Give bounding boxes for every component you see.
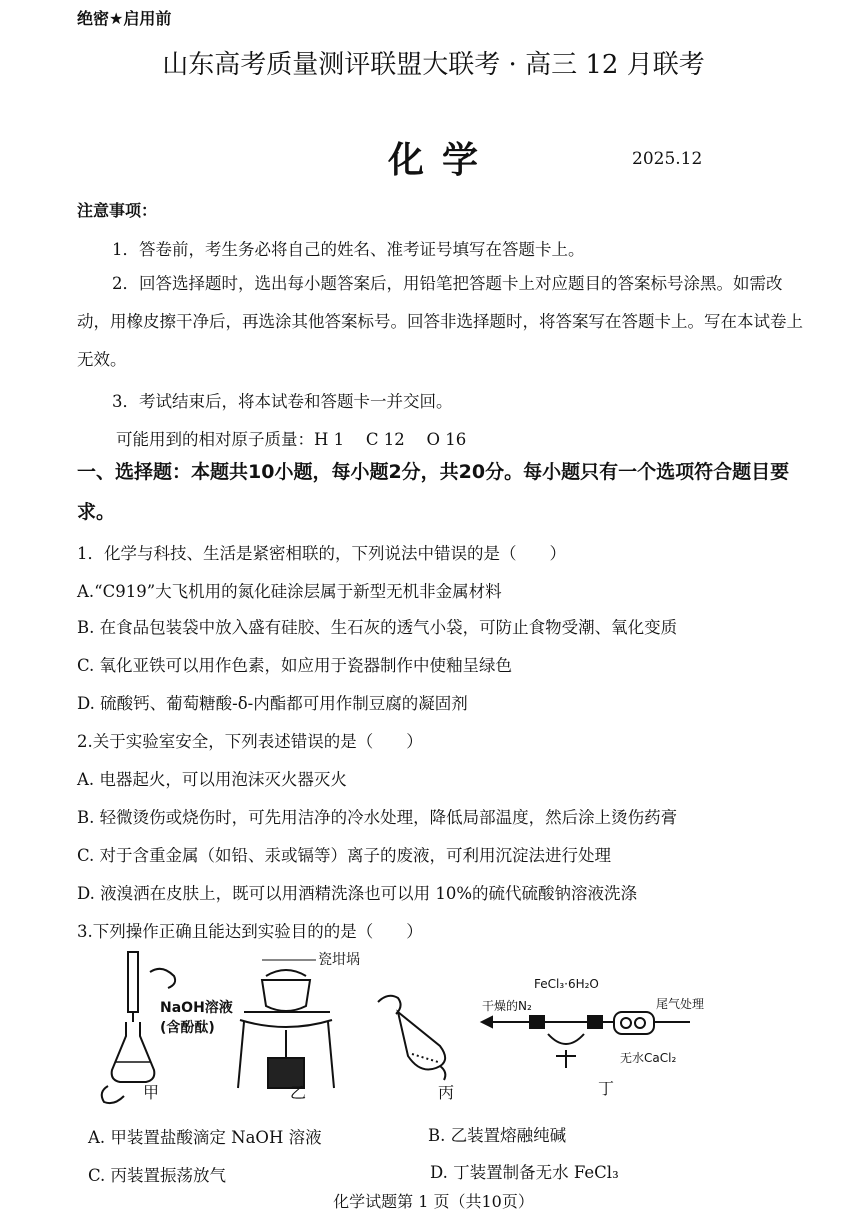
atomic-mass-line: 可能用到的相对原子质量：H 1 C 12 O 16 (116, 430, 467, 449)
question-option: D. 硫酸钙、葡萄糖酸-δ-内酯都可用作制豆腐的凝固剂 (77, 694, 468, 713)
question-option: A. 甲装置盐酸滴定 NaOH 溶液 (88, 1128, 322, 1147)
notes-heading: 注意事项： (77, 201, 158, 220)
crucible (262, 980, 310, 1011)
question-option: B. 乙装置熔融纯碱 (428, 1126, 567, 1145)
apparatus-figure (0, 950, 867, 1110)
question-option: C. 氧化亚铁可以用作色素，如应用于瓷器制作中使釉呈绿色 (77, 656, 513, 675)
question-option: C. 丙装置振荡放气 (88, 1166, 227, 1185)
heating-boat (548, 1034, 584, 1044)
question-option: B. 轻微烫伤或烧伤时，可先用洁净的冷水处理，降低局部温度，然后涂上烫伤药膏 (77, 808, 678, 827)
ding-label-n2: 干燥的N₂ (482, 999, 532, 1013)
ding-label-cacl2: 无水CaCl₂ (620, 1051, 677, 1065)
figure-label-yi: 乙 (290, 1083, 307, 1102)
figure-label-bing: 丙 (438, 1083, 455, 1102)
question-option: C. 对于含重金属（如铅、汞或镉等）离子的废液，可利用沉淀法进行处理 (77, 846, 612, 865)
conical-flask (112, 1022, 155, 1082)
subject-title: 化学 (388, 139, 497, 181)
note-item: 1．答卷前，考生务必将自己的姓名、准考证号填写在答题卡上。 (112, 240, 585, 259)
question-option: B. 在食品包装袋中放入盛有硅胶、生石灰的透气小袋，可防止食物受潮、氧化变质 (77, 618, 678, 637)
ding-label-fecl3: FeCl₃·6H₂O (534, 977, 599, 991)
question-stem: 1．化学与科技、生活是紧密相联的，下列说法中错误的是（ ） (77, 544, 566, 563)
separatory-funnel (398, 1012, 445, 1070)
bing-apparatus (378, 996, 445, 1080)
question-stem: 2.关于实验室安全，下列表述错误的是（ ） (77, 732, 423, 751)
exam-date: 2025.12 (632, 149, 703, 169)
confidential-mark: 绝密★启用前 (77, 9, 172, 28)
burette (128, 952, 138, 1012)
yi-label-crucible: 瓷坩埚 (318, 952, 360, 968)
note-item: 2．回答选择题时，选出每小题答案后，用铅笔把答题卡上对应题目的答案标号涂黑。如需改动，用橡皮擦干净后，再选涂其他答案标号。回答非选择题时，将答案写在答题卡上。写在本试卷上无效。 (77, 274, 803, 369)
jia-label-phenol: (含酚酞) (160, 1020, 215, 1036)
ding-label-tail: 尾气处理 (656, 997, 705, 1011)
yi-apparatus (238, 960, 334, 1088)
exam-title: 山东高考质量测评联盟大联考 · 高三 12 月联考 (162, 50, 705, 80)
figure-label-ding: 丁 (598, 1079, 615, 1098)
question-option: D. 丁装置制备无水 FeCl₃ (430, 1163, 619, 1182)
page-footer: 化学试题第 1 页（共10页） (333, 1192, 534, 1211)
figure-label-jia: 甲 (143, 1083, 160, 1102)
question-option: A.“C919”大飞机用的氮化硅涂层属于新型无机非金属材料 (77, 582, 502, 601)
question-option: A. 电器起火，可以用泡沫灭火器灭火 (77, 770, 347, 789)
question-stem: 3.下列操作正确且能达到实验目的的是（ ） (77, 922, 423, 941)
question-option: D. 液溴洒在皮肤上，既可以用酒精洗涤也可以用 10%的硫代硫酸钠溶液洗涤 (77, 884, 638, 903)
jia-label-naoh: NaOH溶液 (160, 1000, 233, 1016)
section-heading: 一、选择题：本题共10小题，每小题2分，共20分。每小题只有一个选项符合题目要求。 (77, 461, 790, 523)
note-item: 3．考试结束后，将本试卷和答题卡一并交回。 (112, 392, 453, 411)
